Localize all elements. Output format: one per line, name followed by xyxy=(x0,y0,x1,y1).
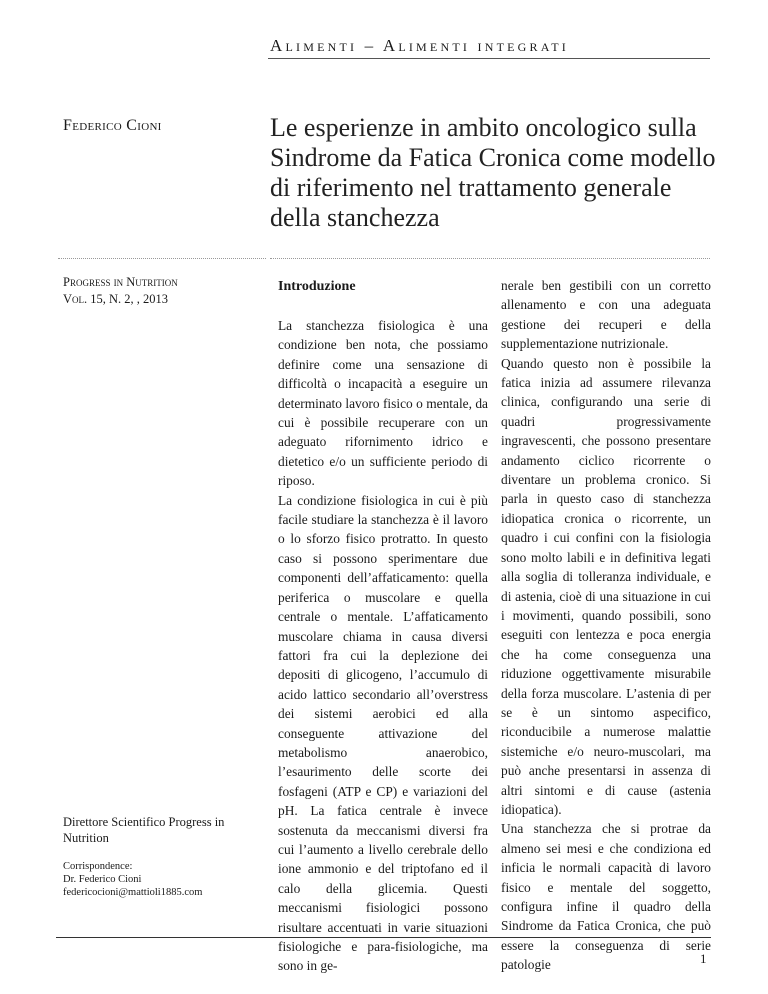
body-column-2 xyxy=(501,276,711,975)
header-rule xyxy=(268,58,710,59)
body-column-1 xyxy=(278,278,488,976)
paragraph: Una stanchezza che si protrae da almeno sei mesi e che condiziona ed inficia le normali capacità di lavoro fisico e mentale del soggetto, configura infine il quadro della Sindrome da Fatica Cronica, che può essere la conseguenza di serie patologie xyxy=(501,821,711,973)
journal-info xyxy=(63,274,178,308)
page-number: 1 xyxy=(700,951,707,966)
director-label: Direttore Scientifico Progress in Nutrition xyxy=(63,815,225,845)
paragraph: Quando questo non è possibile la fatica inizia ad assumere rilevanza clinica, configurando una serie di quadri progressivamente ingravescenti, che possono presentare andamento ciclico ricorrente o diventare un problema cronico. Si parla in questo caso di stanchezza idiopatica cronica o ricorrente, un quadro i cui confini con la fisiologia sono molto labili e in definitiva legati alla soglia di tolleranza individuale, e di astenia, cioè di una situazione in cui i movimenti, quando possibili, sono eseguiti con lentezza e poca energia che ha come conseguenza una riduzione oggettivamente misurabile della forza muscolare. L’astenia di per se è un sintomo aspecifico, riconducibile a numerose malattie sistemiche e/o neuro-muscolari, ma può anche presentarsi in assenza di altri sintomi e di cause (astenia idiopatica). xyxy=(501,355,711,817)
paragraph: nerale ben gestibili con un corretto allenamento e con una adeguata gestione dei recuperi e della supplementazione nutrizionale. xyxy=(501,278,711,352)
section-header: Alimenti – Alimenti integrati xyxy=(270,36,569,55)
footer-rule xyxy=(56,937,711,938)
dotted-divider-left xyxy=(58,258,266,259)
correspondence-name: Dr. Federico Cioni xyxy=(63,874,142,885)
article-title: Le esperienze in ambito oncologico sulla Sindrome da Fatica Cronica come modello di riferimento nel trattamento generale della stanchezza xyxy=(270,113,716,232)
paragraph: La stanchezza fisiologica è una condizione ben nota, che possiamo definire come una sensazione di difficoltà o incapacità a eseguire un determinato lavoro fisico o mentale, da cui è possibile recuperare con un adeguato rifornimento idrico e dietetico e/o un sufficiente periodo di riposo. xyxy=(278,318,488,489)
journal-name: Progress in Nutrition xyxy=(63,275,178,289)
section-heading: Introduzione xyxy=(278,279,356,294)
journal-volume: Vol. 15, N. 2, , 2013 xyxy=(63,292,169,306)
dotted-divider-right xyxy=(270,258,710,259)
author-name: Federico Cioni xyxy=(63,117,162,134)
correspondence-block xyxy=(63,860,253,899)
sidebar-footer xyxy=(63,814,253,899)
paragraph: La condizione fisiologica in cui è più facile studiare la stanchezza è il lavoro o lo sforzo fisico protratto. In questo caso si possono sperimentare due componenti dell’affaticamento: quella periferica o muscolare e quella centrale o mentale. L’affaticamento muscolare chiama in causa diversi fattori fra cui la deplezione dei depositi di glicogeno, l’accumulo di acido lattico secondario all’overstress dei sistemi aerobici ed alla conseguente attivazione del metabolismo anaerobico, l’esaurimento delle scorte dei fosfageni (ATP e CP) e variazioni del pH. La fatica centrale è invece sostenuta da meccanismi diversi fra cui l’aumento a livello cerebrale dello ione ammonio e del triptofano ed il calo della glicemia. Questi meccanismi fisiologici possono risultare accentuati in varie situazioni fisiologiche e para-fisiologiche, ma sono in ge- xyxy=(278,492,488,974)
correspondence-label: Corrispondence: xyxy=(63,861,133,872)
correspondence-email[interactable]: federicocioni@mattioli1885.com xyxy=(63,887,203,898)
